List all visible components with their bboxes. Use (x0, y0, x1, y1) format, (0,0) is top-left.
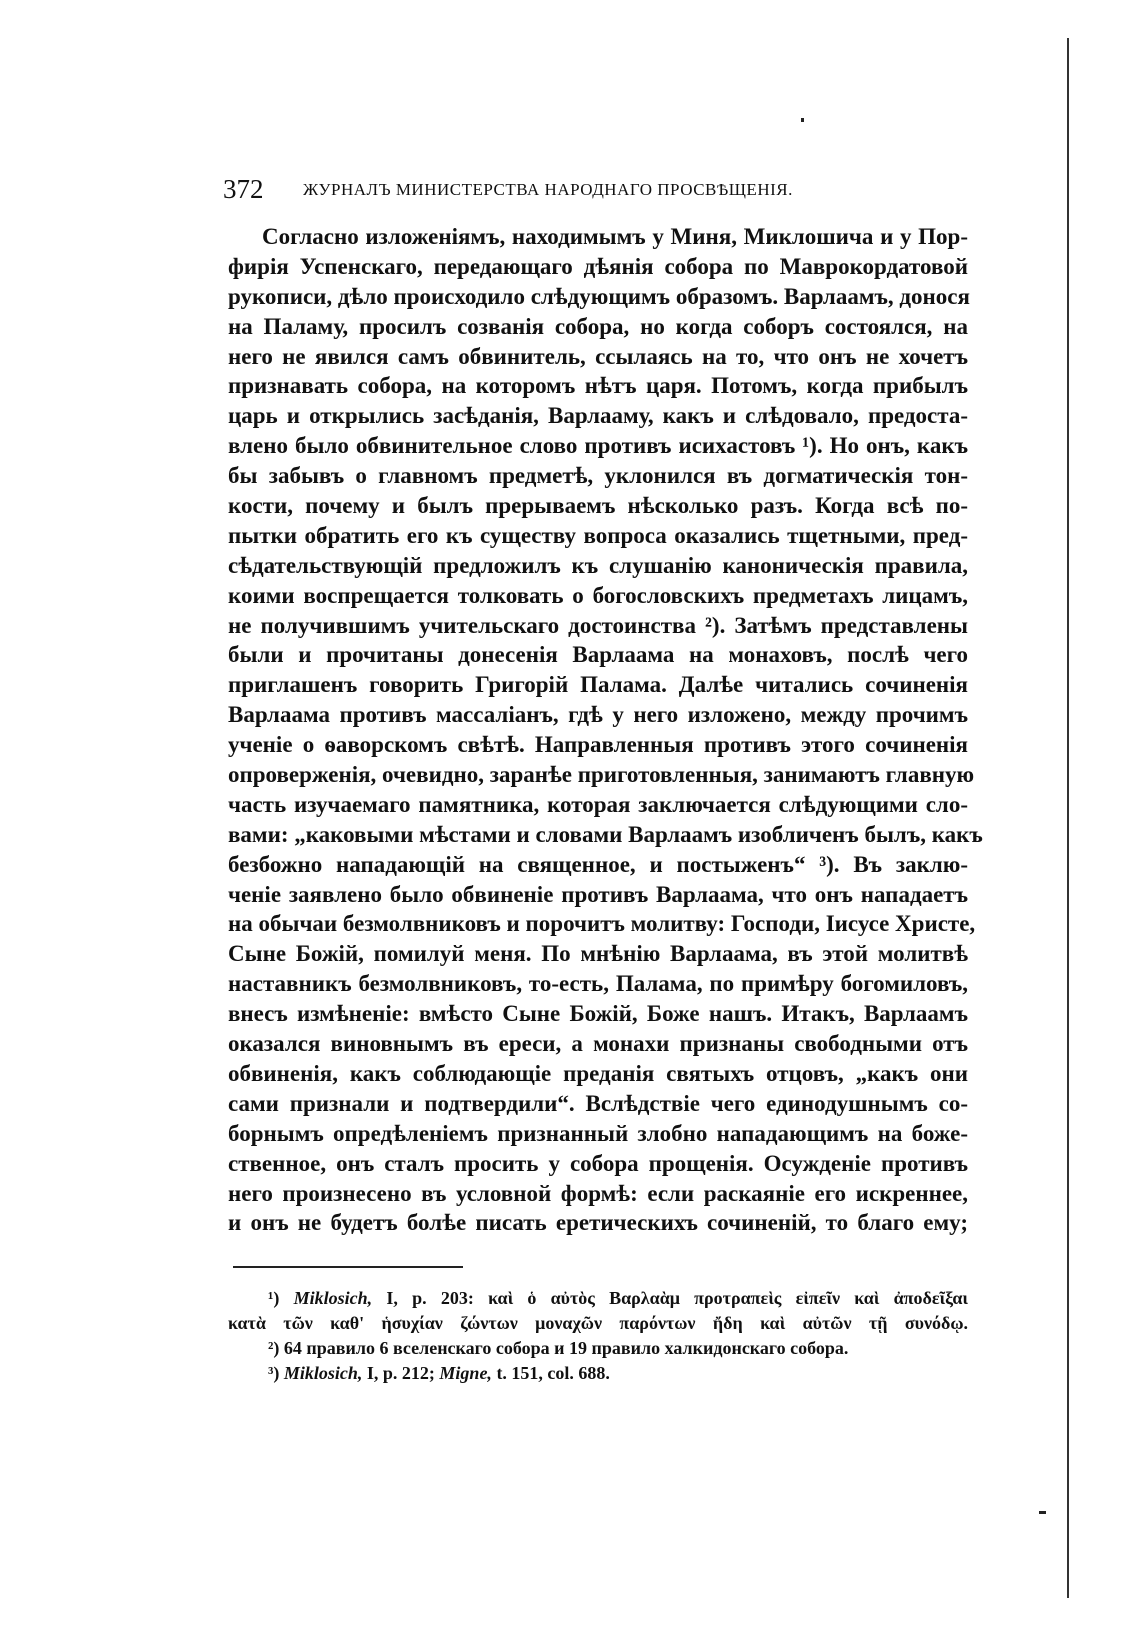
text-line: царь и открылись засѣданія, Варлааму, какъ и слѣдовало, предоста- (228, 403, 968, 429)
text-line: ученіе о ѳаворскомъ свѣтѣ. Направленныя противъ этого сочиненія (228, 732, 968, 758)
footnote-2: ²) 64 правило 6 вселенскаго собора и 19 правило халкидонскаго собора. (268, 1338, 849, 1358)
running-title: ЖУРНАЛЪ МИНИСТЕРСТВА НАРОДНАГО ПРОСВѢЩЕНІЯ. (303, 180, 793, 199)
text-line: ченіе заявлено было обвиненіе противъ Варлаама, что онъ нападаетъ (228, 881, 968, 907)
text-line: фирія Успенскаго, передающаго дѣянія собора по Маврокордатовой (228, 253, 968, 279)
text-line: него не явился самъ обвинитель, ссылаясь на то, что онъ не хочетъ (228, 343, 968, 369)
text-line: часть изучаемаго памятника, которая заключается слѣдующими сло- (228, 791, 968, 817)
footnote-3: ³) Miklosich, I, p. 212; Migne, t. 151, col. 688. (268, 1363, 610, 1383)
text-line: сѣдательствующій предложилъ къ слушанію каноническія правила, (228, 552, 968, 578)
text-line: рукописи, дѣло происходило слѣдующимъ образомъ. Варлаамъ, донося (228, 283, 970, 309)
text-line: обвиненія, какъ соблюдающіе преданія святыхъ отцовъ, „какъ они (228, 1060, 968, 1086)
text-line: приглашенъ говорить Григорій Палама. Далѣе читались сочиненія (228, 672, 968, 698)
text-line: были и прочитаны донесенія Варлаама на монаховъ, послѣ чего (228, 642, 968, 668)
text-line: на Паламу, просилъ созванія собора, но когда соборъ состоялся, на (228, 313, 968, 339)
text-line: сами признали и подтвердили“. Вслѣдствіе чего единодушнымъ со- (228, 1090, 968, 1116)
text-line: безбожно нападающій на священное, и постыженъ“ ³). Въ заклю- (228, 851, 968, 877)
text-line: влено было обвинительное слово противъ исихастовъ ¹). Но онъ, какъ (228, 433, 968, 459)
text-line: пытки обратить его къ существу вопроса оказались тщетными, пред- (228, 522, 968, 548)
text-line: борнымъ опредѣленіемъ признанный злобно нападающимъ на боже- (228, 1120, 968, 1146)
page-header (223, 174, 973, 204)
footnote-1-continued: κατὰ τῶν καθ' ἡσυχίαν ζώντων μοναχῶν παρόντων ἤδη καὶ αὐτῶν τῇ συνόδῳ. (228, 1313, 968, 1333)
text-line: коими воспрещается толковать о богословскихъ предметахъ лицамъ, (228, 582, 968, 608)
text-line: ственное, онъ сталъ просить у собора прощенія. Осужденіе противъ (228, 1150, 968, 1176)
text-line: опроверженія, очевидно, заранѣе приготовленныя, занимаютъ главную (228, 762, 975, 788)
page-number: 372 (223, 174, 264, 204)
text-line: него произнесено въ условной формѣ: если раскаяніе его искреннее, (228, 1180, 968, 1206)
text-line: Варлаама противъ массаліанъ, гдѣ у него изложено, между прочимъ (228, 702, 968, 728)
text-line: на обычаи безмолвниковъ и порочитъ молитву: Господи, Іисусе Христе, (228, 911, 976, 937)
text-line: признавать собора, на которомъ нѣтъ царя. Потомъ, когда прибылъ (228, 373, 968, 399)
footnote-1: ¹) Miklosich, I, p. 203: καὶ ὁ αὐτὸς Βαρλαὰμ προτραπεὶς εἰπεῖν καὶ ἀποδεῖξαι (268, 1288, 968, 1308)
footnotes (228, 1286, 968, 1386)
text-line: не получившимъ учительскаго достоинства ²). Затѣмъ представлены (228, 612, 968, 638)
text-line: оказался виновнымъ въ ереси, а монахи признаны свободными отъ (228, 1031, 968, 1057)
text-line: и онъ не будетъ болѣе писать еретическихъ сочиненій, то благо ему; (228, 1210, 968, 1236)
text-line: внесъ измѣненіе: вмѣсто Сыне Божій, Боже нашъ. Итакъ, Варлаамъ (228, 1001, 968, 1027)
edge-speck (801, 118, 804, 122)
footnote-separator (233, 1266, 463, 1268)
text-line: вами: „каковыми мѣстами и словами Варлаамъ изобличенъ былъ, какъ (228, 821, 983, 847)
text-line: бы забывъ о главномъ предметѣ, уклонился въ догматическія тон- (228, 463, 968, 489)
text-line: кости, почему и былъ прерываемъ нѣсколько разъ. Когда всѣ по- (228, 493, 968, 519)
text-line: наставникъ безмолвниковъ, то-есть, Палама, по примѣру богомиловъ, (228, 971, 968, 997)
text-line: Сыне Божій, помилуй меня. По мнѣнію Варлаама, въ этой молитвѣ (228, 941, 968, 967)
text-line: Согласно изложеніямъ, находимымъ у Миня, Миклошича и у Пор- (262, 224, 968, 249)
edge-speck (1039, 1511, 1046, 1514)
body-text (228, 222, 983, 1238)
page-edge-line (1067, 38, 1069, 1598)
